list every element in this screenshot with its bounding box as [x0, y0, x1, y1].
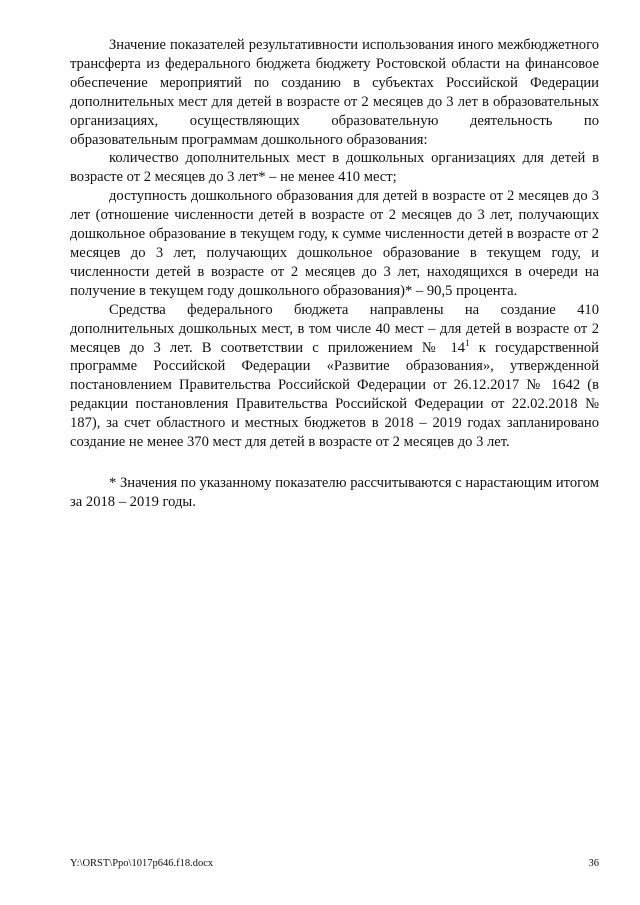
- page-footer: [70, 858, 599, 870]
- document-body: [70, 36, 599, 452]
- footer-file-path: Y:\ORST\Ppo\1017p646.f18.docx: [70, 858, 214, 869]
- paragraph-additional-places: количество дополнительных мест в дошкольных организациях для детей в возрасте от 2 месяцев до 3 лет* – не менее 410 мест;: [70, 150, 599, 186]
- footnote: [70, 474, 599, 512]
- paragraph-federal-funds-part2: к государственной программе Российской Федерации «Развитие образования», утвержденной постановлением Правительства Российской Федерации от 26.12.2017 № 1642 (в редакции постановления Правительства Российской Федерации от 22.02.2018 № 187), за счет областного и местных бюджетов в 2018 – 2019 годах запланировано создание не менее 370 мест для детей в возрасте от 2 месяцев до 3 лет.: [70, 339, 599, 451]
- footnote-text: * Значения по указанному показателю рассчитываются с нарастающим итогом за 2018 – 2019 годы.: [70, 475, 599, 510]
- appendix-superscript: 1: [465, 337, 470, 348]
- paragraph-accessibility: доступность дошкольного образования для детей в возрасте от 2 месяцев до 3 лет (отношение численности детей в возрасте от 2 месяцев до 3 лет, получающих дошкольное образование в текущем году, к сумме численности детей в возрасте от 2 месяцев до 3 лет, получающих дошкольное образование в текущем году, и численности детей в возрасте от 2 месяцев до 3 лет, находящихся в очереди на получение в текущем году дошкольного образования)* – 90,5 процента.: [70, 188, 599, 299]
- paragraph-federal-funds: [70, 301, 599, 452]
- paragraph-federal-funds-part1: Средства федерального бюджета направлены на создание 410 дополнительных дошкольных мест, в том числе 40 мест – для детей в возрасте от 2 месяцев до 3 лет. В соответствии с приложением № 14: [70, 301, 599, 356]
- paragraph-indicators-intro: Значение показателей результативности использования иного межбюджетного трансферта из федерального бюджета бюджету Ростовской области на финансовое обеспечение мероприятий по созданию в субъектах Российской Федерации дополнительных мест для детей в возрасте от 2 месяцев до 3 лет в образовательных организациях, осуществляющих образовательную деятельность по образовательным программам дошкольного образования:: [70, 37, 599, 148]
- footer-page-number: 36: [588, 858, 599, 869]
